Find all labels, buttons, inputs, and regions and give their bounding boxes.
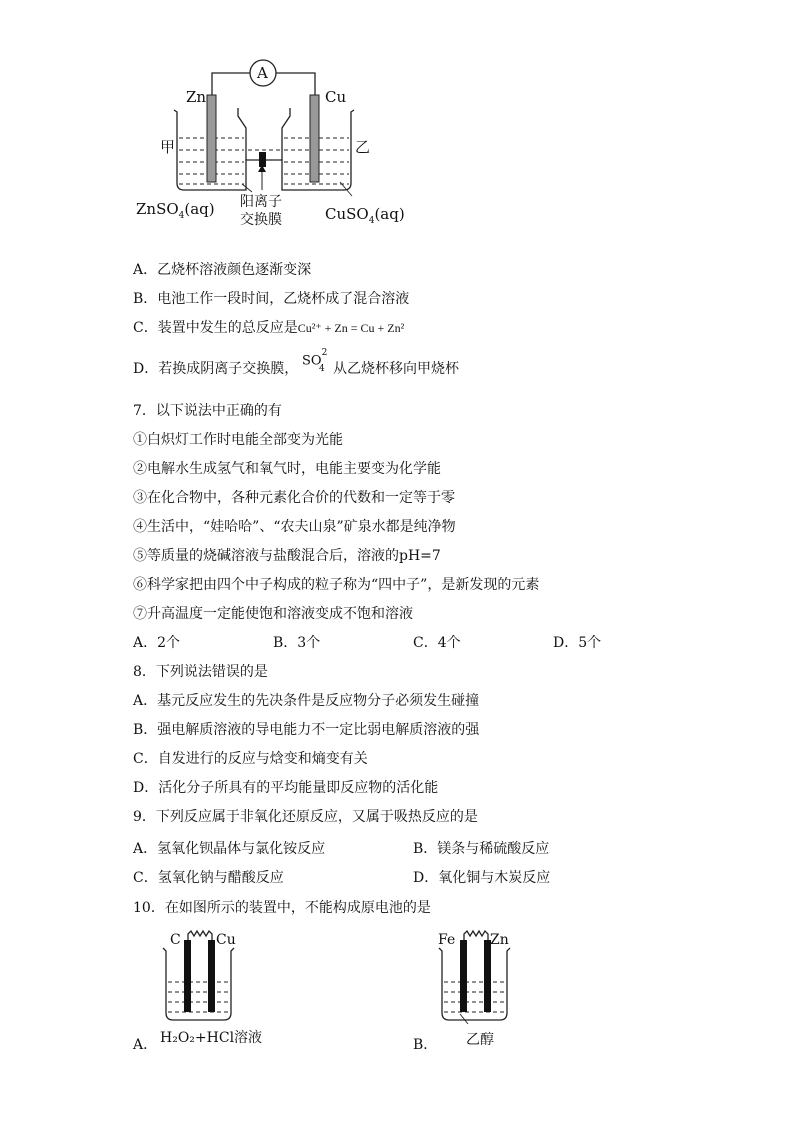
q6-d-ion: $SO^2$ [302,348,328,369]
q6-option-d: D．若换成阴离子交换膜， [133,361,299,377]
q10-option-a-label: A． [133,1037,158,1053]
znso4-label: ZnSO$_4$(aq) [136,200,215,221]
q7-option-d: D．5个 [553,635,602,651]
q6-option-b: B．电池工作一段时间，乙烧杯成了混合溶液 [133,291,410,307]
ammeter-label: A [257,64,268,82]
zn-electrode-label: Zn [186,88,207,106]
cuso4-label: CuSO$_4$(aq) [325,205,405,226]
q9-option-c: C．氢氧化钠与醋酸反应 [133,870,284,886]
membrane-label-1: 阳离子 [240,194,282,210]
q6-c-formula: Cu²⁺ + Zn = Cu + Zn² [297,321,405,335]
q7-option-c: C．4个 [413,635,461,651]
q6-option-a: A．乙烧杯溶液颜色逐渐变深 [133,262,312,278]
q6-option-c: C．装置中发生的总反应是Cu²⁺ + Zn = Cu + Zn² [133,320,405,336]
beaker-jia-label: 甲 [160,138,176,156]
beaker-yi-label: 乙 [355,138,371,156]
q9-option-d: D．氧化铜与木炭反应 [413,870,551,886]
q9-option-b: B．镁条与稀硫酸反应 [413,841,550,857]
q7-item-7: ⑦升高温度一定能使饱和溶液变成不饱和溶液 [133,606,413,622]
q7-item-6: ⑥科学家把由四个中子构成的粒子称为“四中子”，是新发现的元素 [133,577,540,593]
q7-item-4: ④生活中，“娃哈哈”、“农夫山泉”矿泉水都是纯净物 [133,519,456,535]
q6-d-ion-sub: 4 [319,364,325,374]
q10a-left-electrode: C [170,932,181,948]
q7-item-5: ⑤等质量的烧碱溶液与盐酸混合后，溶液的pH=7 [133,548,441,564]
cu-electrode-label: Cu [325,88,347,106]
q8-option-a: A．基元反应发生的先决条件是反应物分子必须发生碰撞 [133,693,480,709]
q9-stem: 9．下列反应属于非氧化还原反应，又属于吸热反应的是 [133,809,478,825]
q10a-right-electrode: Cu [216,932,236,948]
q7-item-3: ③在化合物中，各种元素化合价的代数和一定等于零 [133,490,455,506]
q8-option-d: D．活化分子所具有的平均能量即反应物的活化能 [133,780,439,796]
q10-stem: 10．在如图所示的装置中，不能构成原电池的是 [133,900,431,916]
q7-stem: 7．以下说法中正确的有 [133,403,282,419]
q8-stem: 8．下列说法错误的是 [133,664,268,680]
q10a-solution: H₂O₂+HCl溶液 [160,1030,263,1046]
q7-item-1: ①白炽灯工作时电能全部变为光能 [133,432,343,448]
q10-option-b-label: B． [413,1037,438,1053]
q7-option-b: B．3个 [273,635,321,651]
q8-option-c: C．自发进行的反应与焓变和熵变有关 [133,751,368,767]
q10b-left-electrode: Fe [438,932,456,948]
q10b-right-electrode: Zn [490,932,509,948]
q7-option-a: A．2个 [133,635,181,651]
membrane-label-2: 交换膜 [240,212,282,228]
q10b-solution: 乙醇 [466,1032,494,1048]
q8-option-b: B．强电解质溶液的导电能力不一定比弱电解质溶液的强 [133,722,480,738]
q6-option-d-tail: 从乙烧杯移向甲烧杯 [333,361,459,377]
q7-item-2: ②电解水生成氢气和氧气时，电能主要变为化学能 [133,461,441,477]
q9-option-a: A．氢氧化钡晶体与氯化铵反应 [133,841,326,857]
